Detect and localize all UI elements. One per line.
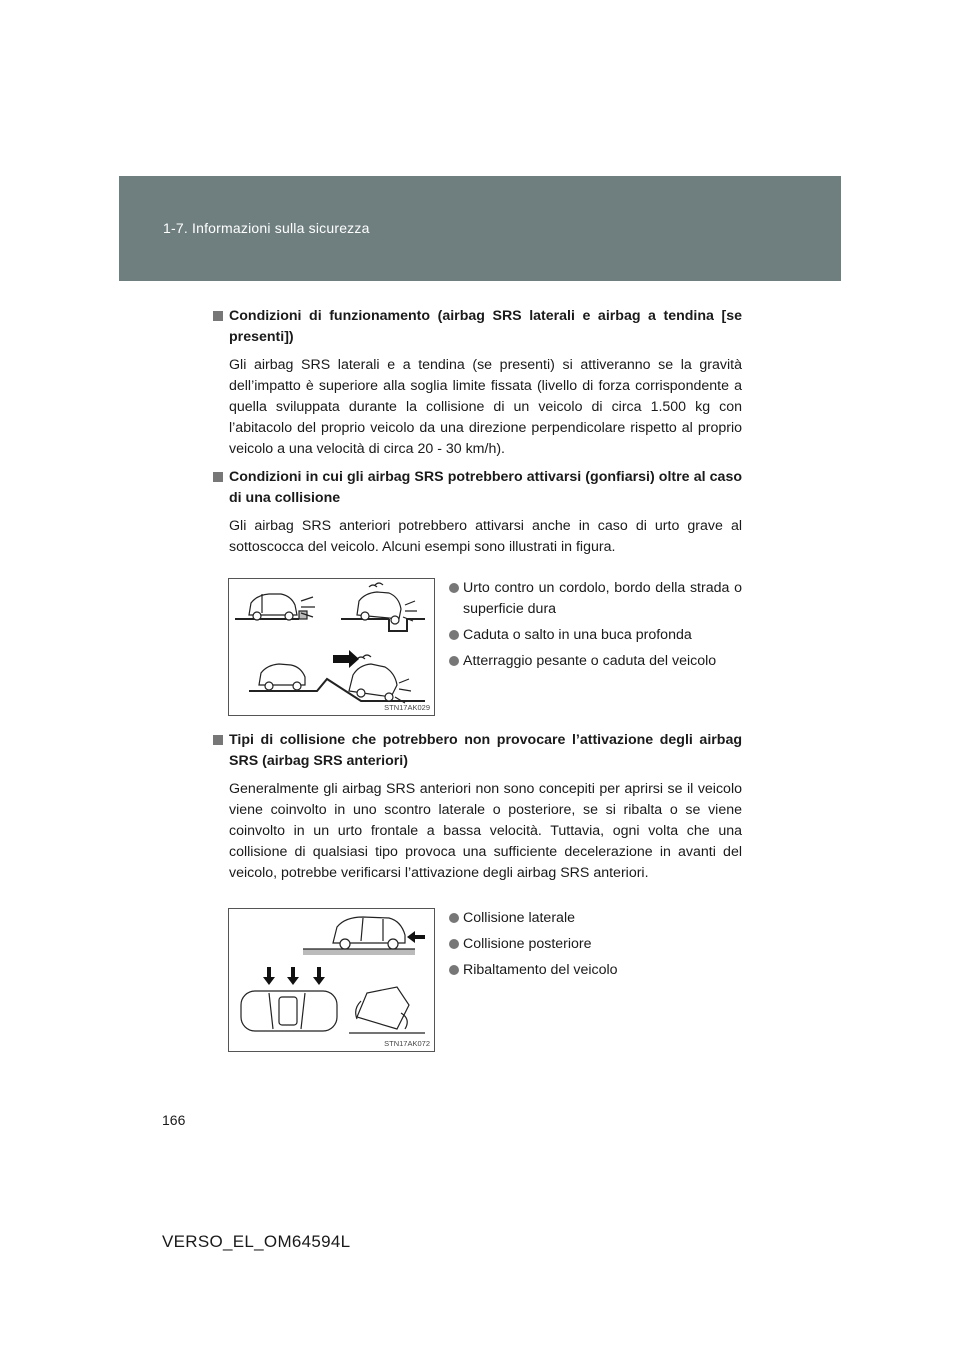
bullet-list-collision-types (449, 908, 742, 986)
header-band (119, 176, 841, 281)
section-heading-text: Tipi di collisione che potrebbero non provocare l’attivazione degli airbag SRS (airbag SRS anteriori) (229, 732, 742, 769)
section-title: 1-7. Informazioni sulla sicurezza (163, 220, 370, 236)
round-bullet-icon (449, 965, 459, 975)
section-heading-non-activation (212, 730, 742, 772)
bullet-list-underbody (449, 578, 742, 677)
illustration-underbody-impacts (228, 578, 435, 716)
car-impact-drawing (229, 579, 434, 715)
section-heading-operating-conditions (212, 306, 742, 348)
bullet-text: Collisione posteriore (463, 936, 592, 952)
bullet-text: Collisione laterale (463, 910, 575, 926)
bullet-item (449, 960, 742, 981)
document-code: VERSO_EL_OM64594L (162, 1232, 351, 1251)
page-number: 166 (162, 1112, 186, 1128)
bullet-item (449, 625, 742, 646)
section-heading-other-activation (212, 467, 742, 509)
section-body-other-activation: Gli airbag SRS anteriori potrebbero attivarsi anche in caso di urto grave al sottoscocca del veicolo. Alcuni esempi sono illustrati in figura. (229, 518, 742, 555)
bullet-item (449, 651, 742, 672)
round-bullet-icon (449, 656, 459, 666)
square-bullet-icon (213, 735, 223, 745)
figure-row-underbody-impacts (212, 578, 742, 718)
section-heading-text: Condizioni di funzionamento (airbag SRS laterali e airbag a tendina [se presenti]) (229, 308, 742, 345)
square-bullet-icon (213, 472, 223, 482)
round-bullet-icon (449, 939, 459, 949)
figure-code: STN17AK072 (384, 1039, 430, 1048)
round-bullet-icon (449, 583, 459, 593)
page-content (212, 306, 742, 1056)
bullet-item (449, 934, 742, 955)
figure-code: STN17AK029 (384, 703, 430, 712)
collision-types-drawing (229, 909, 434, 1051)
bullet-item (449, 908, 742, 929)
illustration-collision-types (228, 908, 435, 1052)
round-bullet-icon (449, 630, 459, 640)
bullet-item (449, 578, 742, 620)
bullet-text: Ribaltamento del veicolo (463, 962, 618, 978)
section-body-non-activation: Generalmente gli airbag SRS anteriori non sono concepiti per aprirsi se il veicolo viene coinvolto in uno scontro laterale o posteriore, se si ribalta o se viene coinvolto in un urto frontale a bassa velocità. Tuttavia, ogni volta che una collisione di qualsiasi tipo provoca una sufficiente decelerazione in avanti del veicolo, potrebbe verificarsi l’attivazione degli airbag SRS anteriori. (229, 781, 742, 881)
bullet-text: Caduta o salto in una buca profonda (463, 627, 692, 643)
round-bullet-icon (449, 913, 459, 923)
bullet-text: Atterraggio pesante o caduta del veicolo (463, 653, 717, 669)
section-heading-text: Condizioni in cui gli airbag SRS potrebbero attivarsi (gonfiarsi) oltre al caso di una collisione (229, 469, 742, 506)
bullet-text: Urto contro un cordolo, bordo della strada o superficie dura (463, 580, 742, 617)
figure-row-collision-types (212, 908, 742, 1056)
section-body-operating-conditions: Gli airbag SRS laterali e a tendina (se presenti) si attiveranno se la gravità dell’impatto è superiore alla soglia limite fissata (livello di forza corrispondente a quella sviluppata durante la collisione di un veicolo di circa 1.500 kg con l’abitacolo del proprio veicolo da una direzione perpendicolare rispetto al proprio veicolo a una velocità di circa 20 - 30 km/h). (229, 357, 742, 457)
square-bullet-icon (213, 311, 223, 321)
